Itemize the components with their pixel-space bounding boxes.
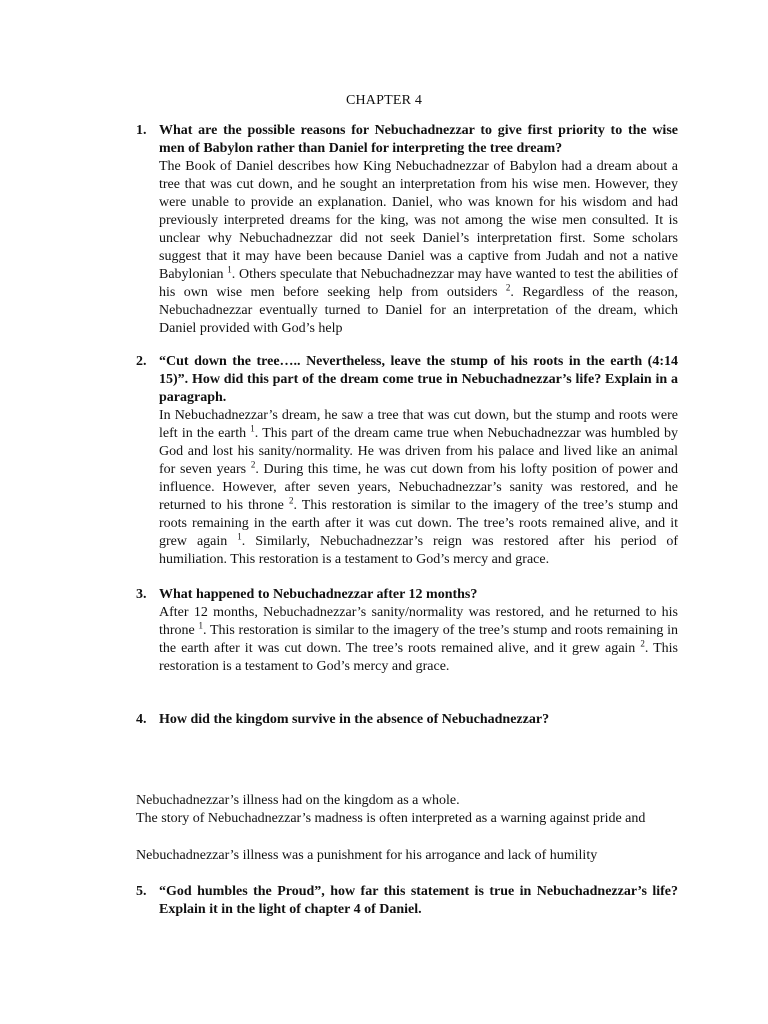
question-text: “Cut down the tree….. Nevertheless, leave the stump of his roots in the earth (4:14 15)”. How did this part of the dream come true in Nebuchadnezzar’s life? Explain in a paragraph. (159, 354, 678, 405)
question-1 (136, 122, 678, 338)
chapter-title: CHAPTER 4 (345, 93, 423, 108)
question-2 (136, 353, 678, 569)
question-5 (136, 883, 678, 919)
question-text: How did the kingdom survive in the absence of Nebuchadnezzar? (159, 712, 550, 727)
question-number: 1. (136, 123, 147, 138)
footnote-ref: 2 (640, 638, 645, 649)
question-4 (136, 711, 678, 729)
question-text: “God humbles the Proud”, how far this statement is true in Nebuchadnezzar’s life? Explain it in the light of chapter 4 of Daniel. (159, 884, 678, 917)
question-number: 5. (136, 884, 147, 899)
answer-text: The Book of Daniel describes how King Nebuchadnezzar of Babylon had a dream about a tree that was cut down, and he sought an interpretation from his wise men. However, they were unable to provide an explanation. Daniel, who was known for his wisdom and had previously interpreted dreams for the king, was not among the wise men consulted. It is unclear why Nebuchadnezzar did not seek Daniel’s interpretation first. Some scholars suggest that it may have been because Daniel was a captive from Judah and not a native Babylonian $^1$. Others speculate that Nebuchadnezzar may have wanted to test the abilities of his own wise men before seeking help from outsiders $^2$. Regardless of the reason, Nebuchadnezzar eventually turned to Daniel for an interpretation of the dream, which Daniel provided with God’s help (159, 159, 679, 336)
footnote-ref: 1 (250, 423, 255, 434)
footnote-ref: 1 (227, 264, 232, 275)
question-number: 4. (136, 712, 147, 727)
question-number: 2. (136, 354, 147, 369)
footnote-ref: 1 (198, 620, 203, 631)
question-3 (136, 586, 678, 676)
answer-text: In Nebuchadnezzar’s dream, he saw a tree that was cut down, but the stump and roots were left in the earth $^1$. This part of the dream came true when Nebuchadnezzar was humbled by God and lost his sanity/normality. He was driven from his palace and lived like an animal for seven years $^2$. During this time, he was cut down from his lofty position of power and influence. However, after seven years, Nebuchadnezzar’s sanity was restored, and he returned to his throne $^2$. This restoration is similar to the imagery of the tree’s stump and roots remaining in the earth after it was cut down. The tree’s roots remained alive, and it grew again $^1$. Similarly, Nebuchadnezzar’s reign was restored after his period of humiliation. This restoration is a testament to God’s mercy and grace. (159, 408, 679, 567)
footnote-ref: 2 (505, 282, 511, 293)
question-text: What happened to Nebuchadnezzar after 12 months? (159, 587, 478, 602)
question-text: What are the possible reasons for Nebuchadnezzar to give first priority to the wise men of Babylon rather than Daniel for interpreting the tree dream? (159, 123, 678, 156)
question-number: 3. (136, 587, 147, 602)
footnote-ref: 2 (250, 459, 256, 470)
body-line: Nebuchadnezzar’s illness was a punishment for his arrogance and lack of humility (136, 848, 598, 863)
body-line: Nebuchadnezzar’s illness had on the kingdom as a whole. (136, 793, 460, 808)
footnote-ref: 1 (237, 531, 242, 542)
footnote-ref: 2 (288, 495, 294, 506)
body-line: The story of Nebuchadnezzar’s madness is often interpreted as a warning against pride and (136, 811, 646, 826)
answer-text: After 12 months, Nebuchadnezzar’s sanity/normality was restored, and he returned to his throne $^1$. This restoration is similar to the imagery of the tree’s stump and roots remaining in the earth after it was cut down. The tree’s roots remained alive, and it grew again $^2$. This restoration is a testament to God’s mercy and grace. (159, 605, 678, 674)
